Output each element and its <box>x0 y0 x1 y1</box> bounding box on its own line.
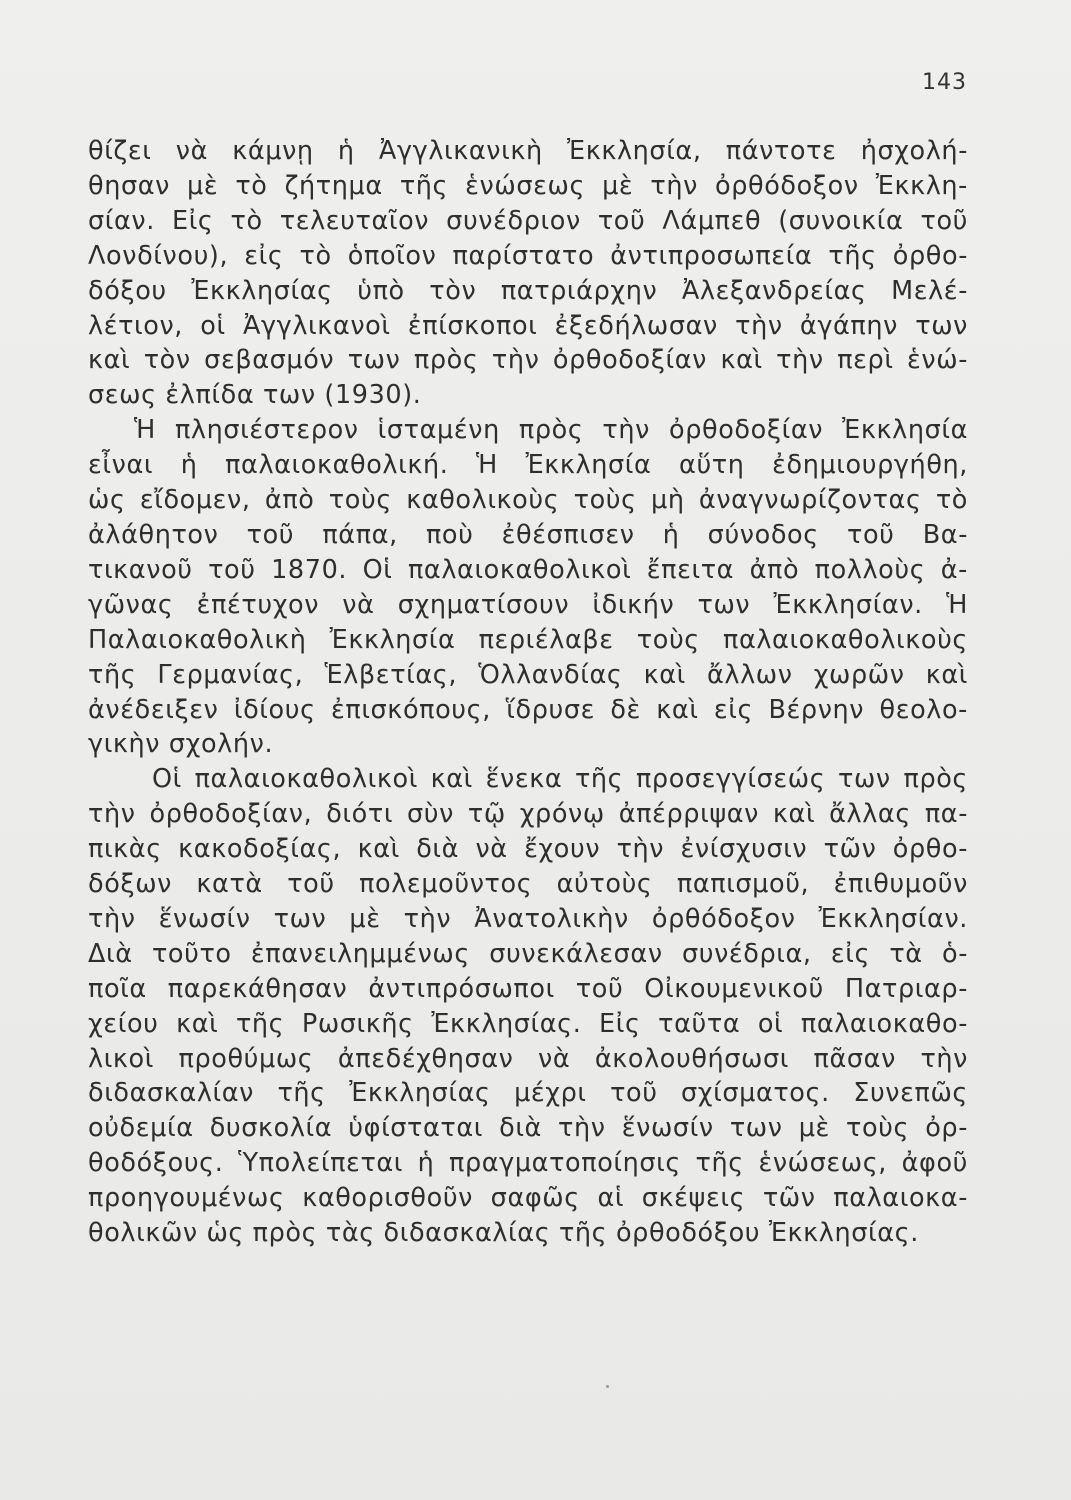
text-line: καὶ τὸν σεβασμόν των πρὸς τὴν ὀρθοδοξίαν καὶ τὴν περὶ ἑνώ- <box>88 345 968 376</box>
page-number: 143 <box>922 70 967 95</box>
text-line: πικὰς κακοδοξίας, καὶ διὰ νὰ ἔχουν τὴν ἐνίσχυσιν τῶν ὀρθο- <box>88 834 968 865</box>
text-line: σίαν. Εἰς τὸ τελευταῖον συνέδριον τοῦ Λάμπεθ (συνοικία τοῦ <box>88 205 968 236</box>
text-line: διδασκαλίαν τῆς Ἐκκλησίας μέχρι τοῦ σχίσματος. Συνεπῶς <box>88 1078 968 1109</box>
paragraph-1 <box>88 134 968 413</box>
text-line: θησαν μὲ τὸ ζήτημα τῆς ἑνώσεως μὲ τὴν ὀρθόδοξον Ἐκκλη- <box>88 170 968 201</box>
text-line: χείου καὶ τῆς Ρωσικῆς Ἐκκλησίας. Εἰς ταῦτα οἱ παλαιοκαθο- <box>88 1008 968 1039</box>
text-line: Διὰ τοῦτο ἐπανειλημμένως συνεκάλεσαν συνέδρια, εἰς τὰ ὁ- <box>88 938 968 969</box>
text-line: θοδόξους. Ὑπολείπεται ἡ πραγματοποίησις τῆς ἑνώσεως, ἀφοῦ <box>88 1148 968 1179</box>
text-line: λικοὶ προθύμως ἀπεδέχθησαν νὰ ἀκολουθήσωσι πᾶσαν τὴν <box>88 1043 968 1074</box>
text-line: ἀνέδειξεν ἰδίους ἐπισκόπους, ἵδρυσε δὲ καὶ εἰς Βέρνην θεολο- <box>88 694 968 725</box>
text-line: τὴν ἕνωσίν των μὲ τὴν Ἀνατολικὴν ὀρθόδοξον Ἐκκλησίαν. <box>88 903 968 934</box>
text-line: ὡς εἴδομεν, ἀπὸ τοὺς καθολικοὺς τοὺς μὴ ἀναγνωρίζοντας τὸ <box>88 485 968 516</box>
text-line: τῆς Γερμανίας, Ἑλβετίας, Ὁλλανδίας καὶ ἄλλων χωρῶν καὶ <box>88 659 968 690</box>
text-line: δόξου Ἐκκλησίας ὑπὸ τὸν πατριάρχην Ἀλεξανδρείας Μελέ- <box>88 275 968 306</box>
text-line: Λονδίνου), εἰς τὸ ὁποῖον παρίστατο ἀντιπροσωπεία τῆς ὀρθο- <box>88 240 968 271</box>
text-line: θολικῶν ὡς πρὸς τὰς διδασκαλίας τῆς ὀρθοδόξου Ἐκκλησίας. <box>88 1218 919 1249</box>
paragraph-3 <box>88 762 968 1251</box>
text-line: εἶναι ἡ παλαιοκαθολική. Ἡ Ἐκκλησία αὕτη ἐδημιουργήθη, <box>88 450 968 481</box>
text-line: λέτιον, οἱ Ἀγγλικανοὶ ἐπίσκοποι ἐξεδήλωσαν τὴν ἀγάπην των <box>88 310 968 341</box>
text-line: σεως ἐλπίδα των (1930). <box>88 380 422 411</box>
text-line: γικὴν σχολήν. <box>88 729 274 760</box>
text-line: οὐδεμία δυσκολία ὑφίσταται διὰ τὴν ἕνωσίν των μὲ τοὺς ὀρ- <box>88 1113 968 1144</box>
text-line: Ἡ πλησιέστερον ἱσταμένη πρὸς τὴν ὀρθοδοξίαν Ἐκκλησία <box>134 415 968 446</box>
text-line: Οἱ παλαιοκαθολικοὶ καὶ ἕνεκα τῆς προσεγγίσεώς των πρὸς <box>152 764 968 795</box>
text-line: ἀλάθητον τοῦ πάπα, ποὺ ἐθέσπισεν ἡ σύνοδος τοῦ Βα- <box>88 519 968 550</box>
text-line: τὴν ὀρθοδοξίαν, διότι σὺν τῷ χρόνῳ ἀπέρριψαν καὶ ἄλλας πα- <box>88 799 968 830</box>
text-line: τικανοῦ τοῦ 1870. Οἱ παλαιοκαθολικοὶ ἔπειτα ἀπὸ πολλοὺς ἀ- <box>88 554 968 585</box>
text-line: ποῖα παρεκάθησαν ἀντιπρόσωποι τοῦ Οἰκουμενικοῦ Πατριαρ- <box>88 973 968 1004</box>
paper-speck <box>606 1385 609 1388</box>
text-line: δόξων κατὰ τοῦ πολεμοῦντος αὐτοὺς παπισμοῦ, ἐπιθυμοῦν <box>88 869 968 900</box>
text-line: Παλαιοκαθολικὴ Ἐκκλησία περιέλαβε τοὺς παλαιοκαθολικοὺς <box>88 624 968 655</box>
paragraph-2 <box>88 413 968 762</box>
text-line: γῶνας ἐπέτυχον νὰ σχηματίσουν ἰδικήν των Ἐκκλησίαν. Ἡ <box>88 589 968 620</box>
text-line: θίζει νὰ κάμνῃ ἡ Ἀγγλικανικὴ Ἐκκλησία, πάντοτε ἠσχολή- <box>88 136 968 166</box>
body-text <box>88 134 968 1251</box>
text-line: προηγουμένως καθορισθοῦν σαφῶς αἱ σκέψεις τῶν παλαιοκα- <box>88 1183 968 1214</box>
